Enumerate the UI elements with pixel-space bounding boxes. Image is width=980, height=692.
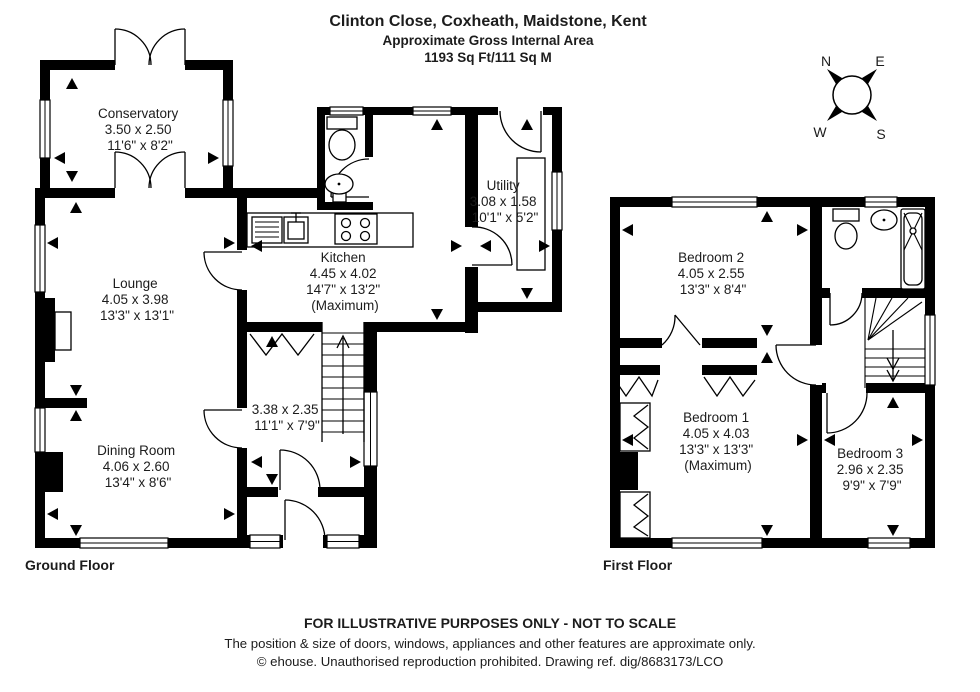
room-imperial: 10'1" x 5'2" (471, 210, 539, 225)
room-imperial: 11'1" x 7'9" (254, 418, 320, 433)
window-icon (413, 107, 451, 115)
room-imperial: 13'3" x 8'4" (679, 282, 747, 297)
dimension-arrow-icon (70, 202, 82, 213)
window-icon (330, 107, 363, 115)
dimension-arrow-icon (480, 240, 491, 252)
dimension-arrow-icon (54, 152, 65, 164)
wall-segment (610, 538, 672, 548)
window-icon (364, 392, 377, 466)
wall-segment (810, 297, 822, 345)
dimension-arrow-icon (912, 434, 923, 446)
window-icon (865, 197, 897, 207)
room-imperial: 13'3" x 13'3" (679, 442, 754, 457)
title-area: 1193 Sq Ft/111 Sq M (424, 50, 552, 65)
room-label-lounge (100, 276, 174, 323)
dimension-arrow-icon (521, 288, 533, 299)
door-bathroom (830, 293, 862, 325)
room-imperial: 13'3" x 13'1" (99, 308, 175, 323)
dimension-arrow-icon (797, 224, 808, 236)
wall-segment (35, 538, 80, 548)
room-imperial: 9'9" x 7'9" (842, 478, 902, 493)
wall-segment (40, 70, 50, 100)
wall-segment (35, 452, 45, 538)
window-icon (327, 535, 359, 548)
dimension-arrow-icon (431, 309, 443, 320)
wall-segment (318, 487, 364, 497)
wall-segment (245, 535, 250, 548)
wall-segment (866, 383, 925, 393)
door-dining (204, 410, 242, 448)
room-imperial: 14'7" x 13'2" (306, 282, 381, 297)
footer-line1: FOR ILLUSTRATIVE PURPOSES ONLY - NOT TO SCALE (303, 615, 677, 631)
wall-segment (822, 288, 830, 298)
wall-segment (910, 538, 935, 548)
dimension-arrow-icon (66, 78, 78, 89)
dimension-arrow-icon (887, 525, 899, 536)
wall-segment (317, 107, 325, 202)
wall-segment (35, 198, 45, 225)
dimension-arrow-icon (224, 508, 235, 520)
sink-icon (325, 174, 353, 202)
door-hall (280, 450, 320, 490)
kitchen-sink-icon (252, 213, 308, 243)
room-note: (Maximum) (684, 458, 752, 473)
front-door (285, 500, 325, 540)
wall-segment (35, 398, 87, 408)
compass-south-label: S (876, 126, 886, 142)
window-icon (35, 408, 45, 452)
wall-segment (702, 365, 757, 375)
dimension-arrow-icon (622, 224, 633, 236)
wall-segment (364, 332, 377, 392)
dimension-arrow-icon (70, 525, 82, 536)
fireplace-icon (55, 312, 71, 350)
footer-line2: The position & size of doors, windows, appliances and other features are approximate only. (224, 636, 756, 651)
wall-segment (465, 302, 562, 312)
door-bedroom2 (662, 315, 700, 345)
wall-segment (364, 322, 478, 332)
wall-segment (451, 107, 478, 115)
dimension-arrow-icon (797, 434, 808, 446)
window-icon (552, 172, 562, 230)
toilet-icon (833, 209, 859, 249)
dimension-arrow-icon (887, 397, 899, 408)
room-metric: 4.05 x 2.55 (677, 266, 745, 281)
room-name: Lounge (112, 276, 158, 291)
room-label-bedroom1 (679, 410, 757, 473)
footer-disclaimer (224, 615, 755, 669)
bathtub-icon (901, 209, 925, 289)
wall-segment (168, 538, 245, 548)
first-floor-label: First Floor (603, 557, 673, 573)
sink-icon (871, 210, 897, 230)
wall-segment (543, 107, 562, 115)
dimension-arrow-icon (70, 410, 82, 421)
room-metric: 4.05 x 4.03 (682, 426, 750, 441)
wall-segment (237, 290, 247, 408)
room-metric: 3.08 x 1.58 (469, 194, 537, 209)
dimension-arrow-icon (350, 456, 361, 468)
cupboard-doors (250, 334, 314, 355)
wall-segment (810, 207, 822, 297)
room-label-bedroom3 (837, 446, 908, 493)
wall-segment (35, 188, 115, 198)
door-bedroom3 (827, 393, 867, 433)
wall-segment (45, 452, 63, 492)
compass-north-label: N (820, 53, 832, 69)
footer-line3: © ehouse. Unauthorised reproduction prohibited. Drawing ref. dig/8683173/LCO (256, 654, 724, 669)
room-metric: 3.50 x 2.50 (104, 122, 172, 137)
window-icon (35, 225, 45, 292)
dimension-arrow-icon (208, 152, 219, 164)
room-name: Utility (486, 178, 520, 193)
wall-segment (610, 452, 638, 490)
window-icon (672, 538, 762, 548)
dimension-arrow-icon (47, 237, 58, 249)
wall-segment (610, 365, 660, 375)
wall-segment (552, 115, 562, 172)
room-labels (97, 106, 907, 493)
title-address: Clinton Close, Coxheath, Maidstone, Kent (329, 13, 647, 30)
wall-segment (610, 197, 672, 207)
room-name: Bedroom 1 (683, 410, 750, 425)
room-metric: 4.06 x 2.60 (102, 459, 170, 474)
room-imperial: 13'4" x 8'6" (104, 475, 172, 490)
window-icon (925, 315, 935, 385)
dimension-arrow-icon (761, 211, 773, 222)
stairs-up (322, 322, 364, 442)
door-lounge (204, 252, 242, 290)
wall-segment (757, 197, 865, 207)
wall-segment (702, 338, 757, 348)
french-door-icon (115, 29, 185, 65)
dimension-arrow-icon (521, 119, 533, 130)
compass-west-label: W (813, 124, 827, 140)
room-metric: 4.05 x 3.98 (101, 292, 169, 307)
toilet-icon (327, 117, 357, 160)
dimension-arrow-icon (70, 385, 82, 396)
compass-east-label: E (875, 53, 885, 69)
stairs-down (865, 298, 925, 388)
wall-segment (610, 338, 662, 348)
room-label-dining (97, 443, 179, 490)
dimension-arrow-icon (431, 119, 443, 130)
wall-segment (317, 202, 373, 210)
window-icon (40, 100, 50, 158)
wall-segment (185, 188, 245, 198)
room-label-bedroom2 (678, 250, 749, 297)
dimension-arrow-icon (451, 240, 462, 252)
room-name: Dining Room (97, 443, 176, 458)
wall-segment (897, 197, 935, 207)
room-name: Bedroom 3 (837, 446, 904, 461)
room-imperial: 11'6" x 8'2" (107, 138, 173, 153)
wall-segment (185, 60, 233, 70)
room-name: Bedroom 2 (678, 250, 745, 265)
fixtures-layer (55, 117, 925, 350)
page-title (329, 13, 647, 65)
door-bedroom1 (776, 345, 816, 385)
wall-segment (373, 107, 413, 115)
wall-segment (810, 385, 822, 538)
room-metric: 2.96 x 2.35 (836, 462, 904, 477)
wall-segment (552, 230, 562, 312)
room-label-kitchen (306, 250, 384, 313)
window-icon (250, 535, 280, 548)
door-utility (472, 227, 512, 265)
room-note: (Maximum) (311, 298, 379, 313)
dimension-arrow-icon (251, 456, 262, 468)
ground-floor-label: Ground Floor (25, 557, 115, 573)
french-door-icon (115, 152, 185, 188)
title-gia: Approximate Gross Internal Area (382, 33, 594, 48)
wall-segment (359, 535, 377, 548)
window-icon (672, 197, 757, 207)
wall-segment (478, 107, 498, 115)
room-name: Kitchen (320, 250, 366, 265)
room-metric: 4.45 x 4.02 (309, 266, 377, 281)
kitchen-counter (247, 213, 413, 247)
stove-icon (335, 214, 377, 244)
dimension-arrow-icon (266, 474, 278, 485)
dimension-arrow-icon (761, 325, 773, 336)
dimension-arrow-icon (824, 434, 835, 446)
room-label-hall (252, 402, 323, 433)
window-icon (223, 100, 233, 166)
wall-segment (762, 538, 868, 548)
room-label-conservatory (98, 106, 182, 153)
dimension-arrow-icon (224, 237, 235, 249)
wall-segment (237, 448, 247, 548)
room-name: Conservatory (97, 106, 179, 121)
wall-segment (822, 383, 826, 393)
wall-segment (365, 107, 373, 157)
dimension-arrow-icon (761, 525, 773, 536)
wall-segment (35, 298, 55, 362)
dimension-arrow-icon (761, 352, 773, 363)
dimension-arrow-icon (47, 508, 58, 520)
wall-segment (40, 60, 115, 70)
wall-segment (223, 70, 233, 100)
dimension-arrow-icon (66, 171, 78, 182)
window-icon (868, 538, 910, 548)
compass-rose (813, 53, 885, 142)
room-metric: 3.38 x 2.35 (251, 402, 319, 417)
wall-segment (247, 487, 278, 497)
wall-segment (245, 188, 317, 198)
wall-segment (247, 322, 322, 332)
window-icon (80, 538, 168, 548)
door-utility-back (500, 111, 541, 152)
